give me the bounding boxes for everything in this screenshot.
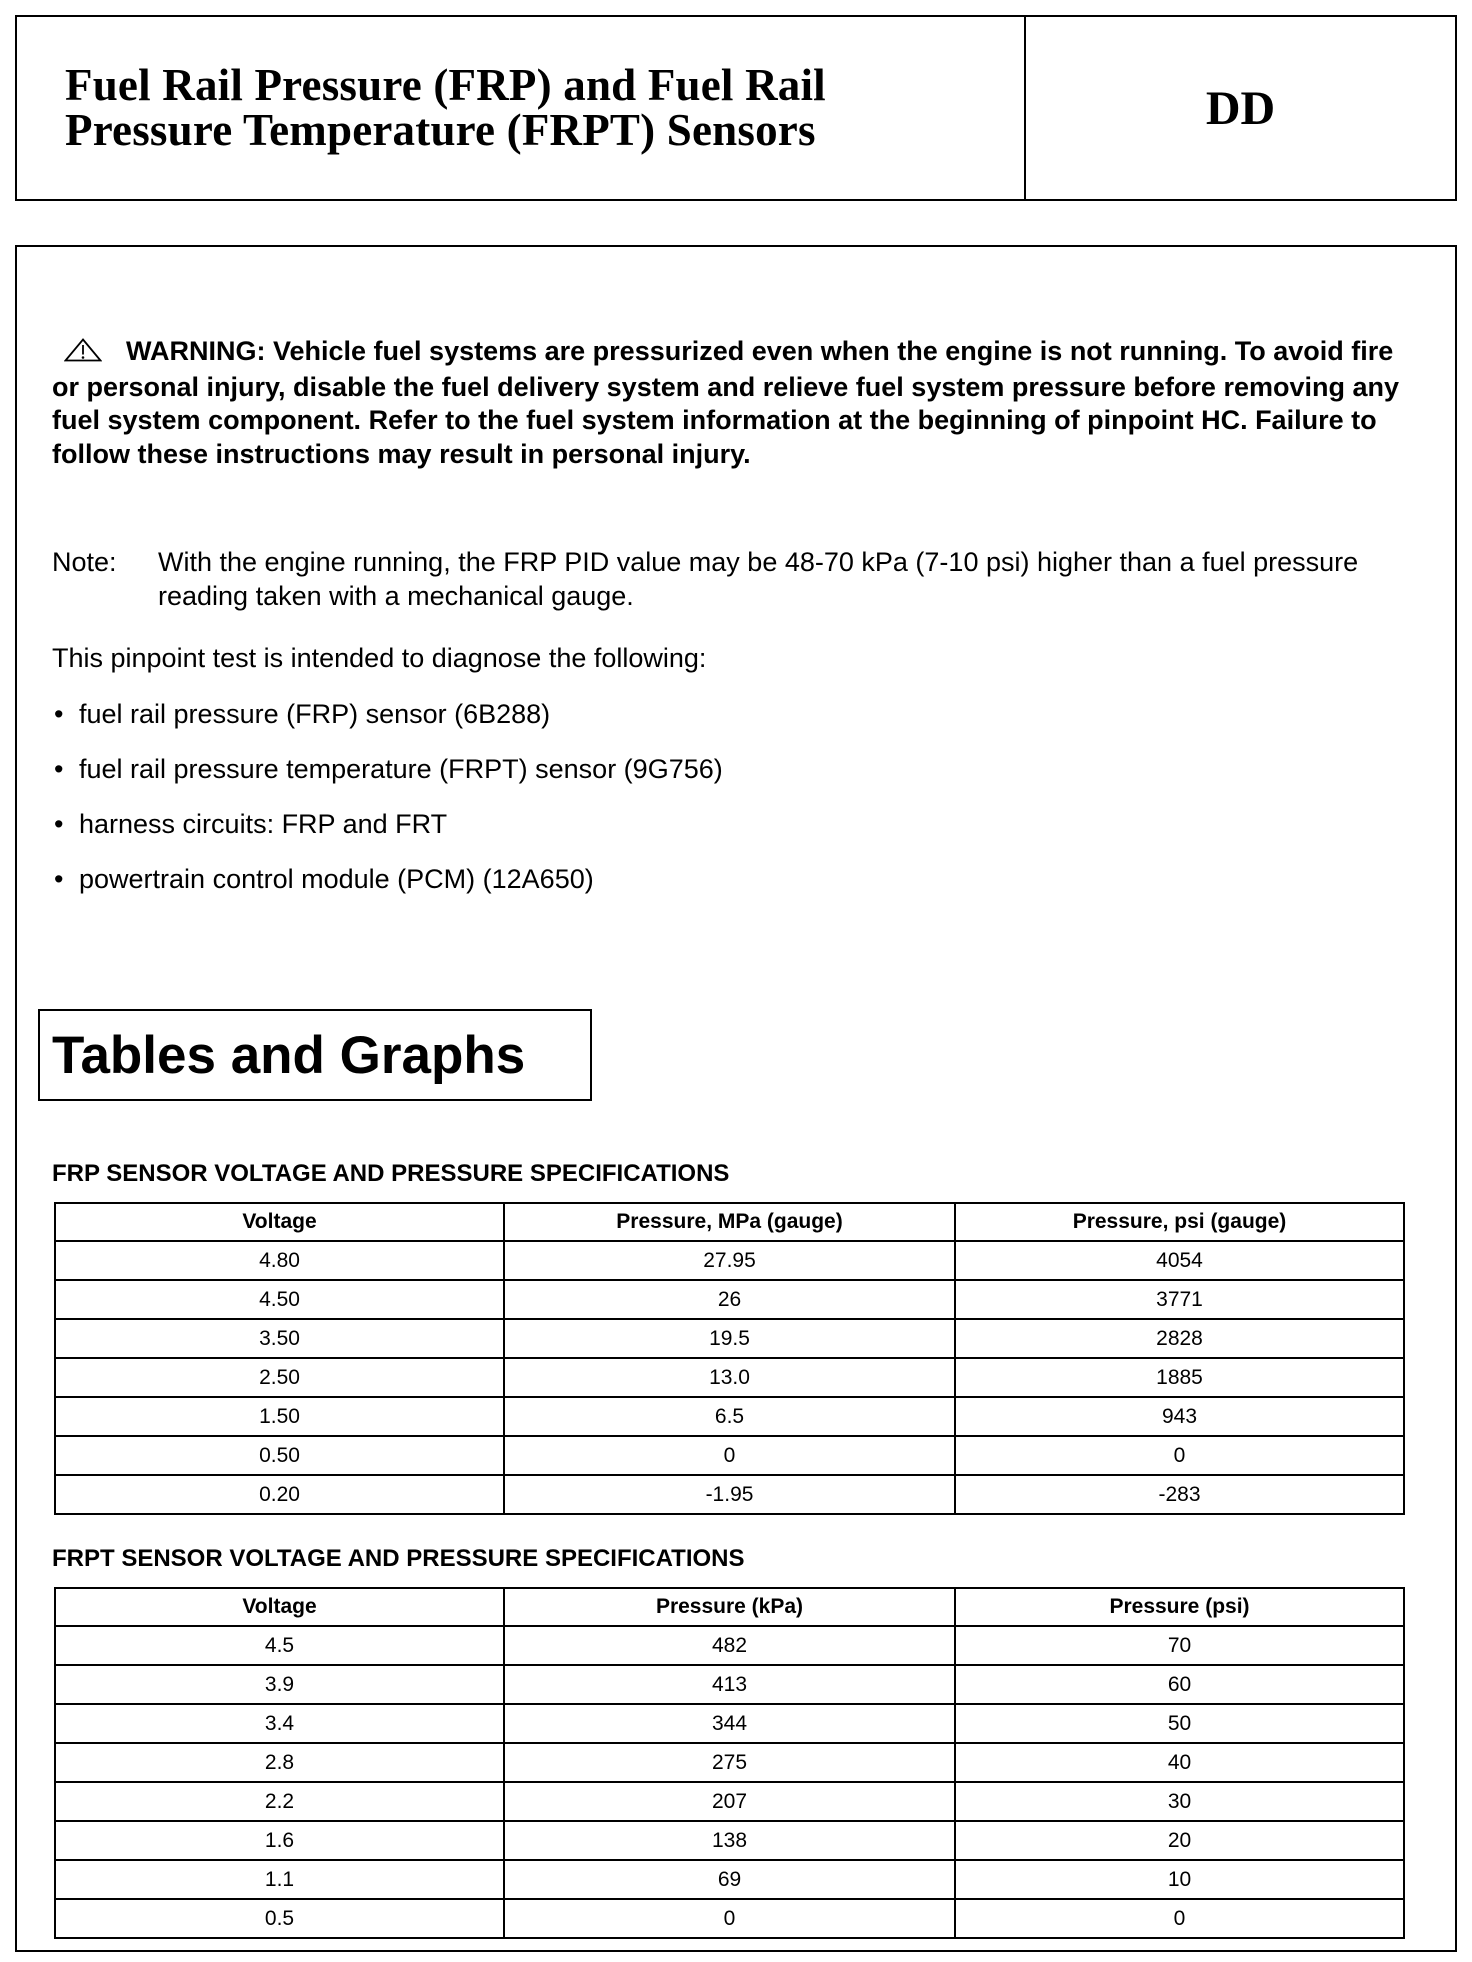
table-cell: 482 (504, 1626, 955, 1665)
table-cell: 69 (504, 1860, 955, 1899)
table-cell: 19.5 (504, 1319, 955, 1358)
table-cell: 2.2 (55, 1782, 504, 1821)
table-cell: 50 (955, 1704, 1404, 1743)
list-item-text: fuel rail pressure (FRP) sensor (6B288) (79, 699, 551, 729)
frp-table-title: FRP SENSOR VOLTAGE AND PRESSURE SPECIFICATIONS (52, 1160, 730, 1187)
table-cell: 3771 (955, 1280, 1404, 1319)
table-row (55, 1241, 1404, 1280)
table-row (55, 1280, 1404, 1319)
table-cell: 943 (955, 1397, 1404, 1436)
list-item (52, 807, 723, 862)
diagnose-list (52, 697, 723, 917)
table-cell: 0 (504, 1899, 955, 1938)
table-cell: 0 (955, 1899, 1404, 1938)
table-cell: 10 (955, 1860, 1404, 1899)
bullet-dot: • (54, 699, 64, 729)
table-cell: 2.50 (55, 1358, 504, 1397)
table-cell: 207 (504, 1782, 955, 1821)
table-cell: 1.6 (55, 1821, 504, 1860)
table-row (55, 1782, 1404, 1821)
table-row (55, 1860, 1404, 1899)
column-header: Pressure (kPa) (504, 1588, 955, 1626)
table-cell: 275 (504, 1743, 955, 1782)
column-header: Pressure (psi) (955, 1588, 1404, 1626)
list-item-text: fuel rail pressure temperature (FRPT) sensor (9G756) (79, 754, 723, 784)
table-cell: 20 (955, 1821, 1404, 1860)
table-cell: 413 (504, 1665, 955, 1704)
column-header: Pressure, psi (gauge) (955, 1203, 1404, 1241)
table-cell: 13.0 (504, 1358, 955, 1397)
content-box (15, 245, 1457, 1952)
list-item (52, 752, 723, 807)
page-title-line1: Fuel Rail Pressure (FRP) and Fuel Rail (65, 60, 826, 110)
section-heading-box (38, 1009, 592, 1101)
column-header: Voltage (55, 1588, 504, 1626)
table-cell: 1.50 (55, 1397, 504, 1436)
warning-text: WARNING: Vehicle fuel systems are pressurized even when the engine is not running. To avoid fire or personal injury, disable the fuel delivery system and relieve fuel system pressure before removing any fuel system component. Refer to the fuel system information at the beginning of pinpoint HC. Failure to follow these instructions may result in personal injury. (52, 336, 1400, 469)
note-label: Note: (52, 547, 117, 577)
bullet-dot: • (54, 754, 64, 784)
header-box (15, 15, 1457, 201)
header-code-cell (1026, 17, 1455, 199)
table-row (55, 1665, 1404, 1704)
table-cell: 138 (504, 1821, 955, 1860)
table-cell: 3.50 (55, 1319, 504, 1358)
column-header: Pressure, MPa (gauge) (504, 1203, 955, 1241)
table-cell: 344 (504, 1704, 955, 1743)
bullet-dot: • (54, 809, 64, 839)
table-cell: 4.80 (55, 1241, 504, 1280)
table-cell: 4.5 (55, 1626, 504, 1665)
table-row (55, 1626, 1404, 1665)
table-cell: 60 (955, 1665, 1404, 1704)
table-cell: -1.95 (504, 1475, 955, 1514)
table-cell: 4054 (955, 1241, 1404, 1280)
frp-spec-table (54, 1202, 1405, 1515)
table-row (55, 1475, 1404, 1514)
table-row (55, 1899, 1404, 1938)
table-cell: 0.50 (55, 1436, 504, 1475)
table-cell: 30 (955, 1782, 1404, 1821)
table-row (55, 1397, 1404, 1436)
table-cell: 70 (955, 1626, 1404, 1665)
table-cell: 40 (955, 1743, 1404, 1782)
table-cell: 2.8 (55, 1743, 504, 1782)
table-cell: 4.50 (55, 1280, 504, 1319)
table-row (55, 1704, 1404, 1743)
table-row (55, 1319, 1404, 1358)
table-row (55, 1821, 1404, 1860)
warning-block (52, 335, 1422, 471)
table-cell: 0.5 (55, 1899, 504, 1938)
table-cell: 0 (504, 1436, 955, 1475)
table-cell: 26 (504, 1280, 955, 1319)
table-row (55, 1436, 1404, 1475)
column-header: Voltage (55, 1203, 504, 1241)
note-text: With the engine running, the FRP PID value may be 48-70 kPa (7-10 psi) higher than a fuel pressure reading taken with a mechanical gauge. (158, 547, 1359, 611)
table-header-row (55, 1203, 1404, 1241)
frpt-table-title: FRPT SENSOR VOLTAGE AND PRESSURE SPECIFICATIONS (52, 1545, 745, 1572)
list-item-text: harness circuits: FRP and FRT (79, 809, 448, 839)
table-cell: 3.4 (55, 1704, 504, 1743)
list-item (52, 862, 723, 917)
warning-triangle-icon (64, 337, 102, 371)
frpt-spec-table (54, 1587, 1405, 1939)
table-header-row (55, 1588, 1404, 1626)
table-cell: -283 (955, 1475, 1404, 1514)
table-cell: 1.1 (55, 1860, 504, 1899)
table-row (55, 1743, 1404, 1782)
table-cell: 2828 (955, 1319, 1404, 1358)
table-cell: 0 (955, 1436, 1404, 1475)
table-cell: 3.9 (55, 1665, 504, 1704)
page-title-line2: Pressure Temperature (FRPT) Sensors (65, 105, 816, 155)
table-cell: 27.95 (504, 1241, 955, 1280)
list-item (52, 697, 723, 752)
bullet-dot: • (54, 864, 64, 894)
list-item-text: powertrain control module (PCM) (12A650) (79, 864, 594, 894)
table-cell: 0.20 (55, 1475, 504, 1514)
page-title (65, 60, 826, 155)
section-heading: Tables and Graphs (52, 1025, 526, 1085)
pinpoint-code: DD (1205, 81, 1276, 135)
table-row (55, 1358, 1404, 1397)
header-title-cell (17, 17, 1026, 199)
table-cell: 6.5 (504, 1397, 955, 1436)
note-block (52, 545, 1422, 613)
table-cell: 1885 (955, 1358, 1404, 1397)
intro-text: This pinpoint test is intended to diagnose the following: (52, 643, 707, 673)
